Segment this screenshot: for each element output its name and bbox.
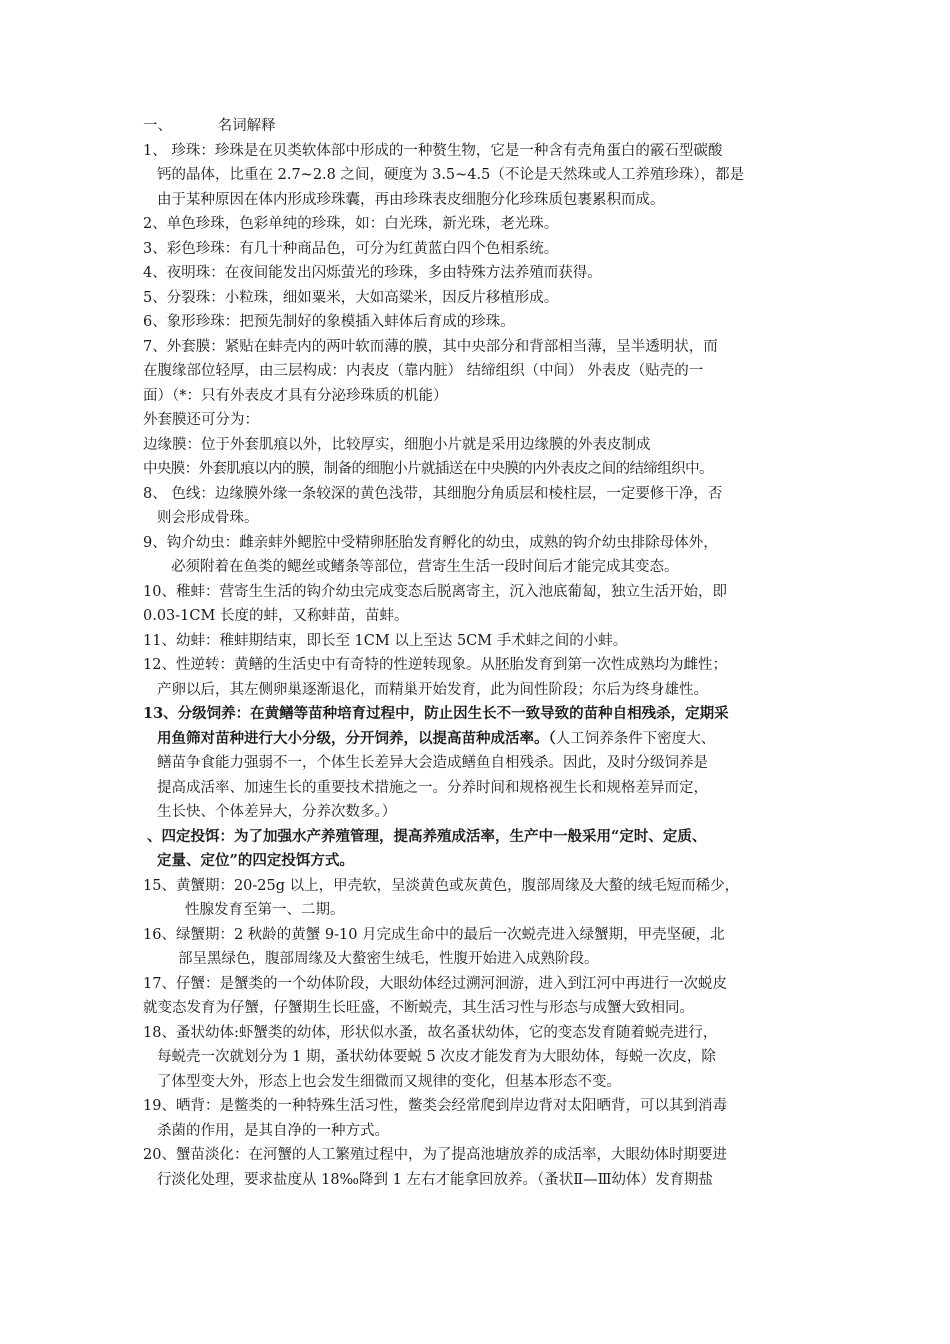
- text-line: 18、蚤状幼体:虾蟹类的幼体，形状似水蚤，故名蚤状幼体，它的变态发育随着蜕壳进行，: [143, 1024, 718, 1041]
- text-line: 每蜕壳一次就划分为 1 期，蚤状幼体要蜕 5 次皮才能发育为大眼幼体，每蜕一次皮，除: [157, 1049, 716, 1065]
- text-line: 2、单色珍珠，色彩单纯的珍珠，如：白光珠，新光珠，老光珠。: [143, 216, 559, 232]
- text-line: 钙的晶体，比重在 2.7~2.8 之间，硬度为 3.5~4.5（不论是天然珠或人工养殖珍珠），都是: [157, 167, 745, 183]
- text-line: 6、象形珍珠：把预先制好的象模插入蚌体后育成的珍珠。: [143, 314, 515, 330]
- text-line: 4、夜明珠：在夜间能发出闪烁萤光的珍珠，多由特殊方法养殖而获得。: [143, 265, 602, 281]
- text-line: 鳝苗争食能力强弱不一，个体生长差异大会造成鳝鱼自相残杀。因此，及时分级饲养是: [157, 755, 708, 771]
- text-line: 12、性逆转：黄鳝的生活史中有奇特的性逆转现象。从胚胎发育到第一次性成熟均为雌性；: [143, 657, 727, 673]
- text-line: 提高成活率、加速生长的重要技术措施之一。分养时间和规格视生长和规格差异而定，: [157, 779, 708, 796]
- text-line: 由于某种原因在体内形成珍珠囊，再由珍珠表皮细胞分化珍珠质包裹累积而成。: [157, 191, 665, 208]
- text-line: 面）（*：只有外表皮才具有分泌珍珠质的机能）: [143, 387, 448, 404]
- text-line: 13、分级饲养：在黄鳝等苗种培育过程中，防止因生长不一致导致的苗种自相残杀，定期采: [143, 705, 729, 722]
- document-content: [143, 114, 813, 1192]
- text-line: 5、分裂珠：小粒珠，细如粟米，大如高粱米，因反片移植形成。: [143, 289, 559, 306]
- text-line: 7、外套膜：紧贴在蚌壳内的两叶软而薄的膜，其中央部分和背部相当薄，呈半透明状，而: [143, 338, 718, 355]
- text-line: 外套膜还可分为：: [143, 412, 259, 428]
- text-line: 11、幼蚌：稚蚌期结束，即长至 1CM 以上至达 5CM 手术蚌之间的小蚌。: [143, 632, 628, 649]
- text-line: 生长快、个体差异大，分养次数多。）: [157, 804, 397, 820]
- section-heading: [143, 114, 813, 139]
- text-line: 了体型变大外，形态上也会发生细微而又规律的变化，但基本形态不变。: [157, 1073, 621, 1090]
- text-line: 16、绿蟹期：2 秋龄的黄蟹 9-10 月完成生命中的最后一次蜕壳进入绿蟹期，甲壳坚硬，北: [143, 926, 725, 943]
- text-line: 、四定投饵：为了加强水产养殖管理，提高养殖成活率，生产中一般采用“定时、定质、: [147, 827, 707, 845]
- text-line: 行淡化处理，要求盐度从 18‰降到 1 左右才能拿回放养。（蚤状Ⅱ—Ⅲ幼体）发育期盐: [157, 1171, 714, 1188]
- text-line: 1、 珍珠：珍珠是在贝类软体部中形成的一种赘生物，它是一种含有壳角蛋白的霰石型碳酸: [143, 142, 723, 159]
- text-line: 10、稚蚌：营寄生生活的钩介幼虫完成变态后脱离寄主，沉入池底葡匐，独立生活开始，即: [143, 583, 727, 600]
- text-line: 则会形成骨珠。: [157, 510, 259, 526]
- regular-text: 人工饲养条件下密度大、: [555, 730, 716, 747]
- text-line: 部呈黑绿色，腹部周缘及大螯密生绒毛，性腹开始进入成熟阶段。: [178, 951, 599, 967]
- text-line: 9、钩介幼虫：雌亲蚌外鳃腔中受精卵胚胎发育孵化的幼虫，成熟的钩介幼虫排除母体外，: [143, 534, 718, 551]
- text-line: 必须附着在鱼类的鳃丝或鳍条等部位，营寄生生活一段时间后才能完成其变态。: [171, 559, 679, 575]
- text-line: 在腹缘部位轻厚，由三层构成：内表皮（靠内脏） 结缔组织（中间） 外表皮（贴壳的一: [143, 363, 704, 379]
- text-line: 19、晒背：是鳖类的一种特殊生活习性，鳖类会经常爬到岸边背对太阳晒背，可以其到消毒: [143, 1098, 727, 1114]
- text-line: 杀菌的作用，是其自净的一种方式。: [157, 1122, 389, 1139]
- text-line: 8、 色线：边缘膜外缘一条较深的黄色浅带，其细胞分角质层和棱柱层，一定要修干净，否: [143, 485, 723, 502]
- text-line: 15、黄蟹期：20-25g 以上，甲壳软，呈淡黄色或灰黄色，腹部周缘及大螯的绒毛短而稀少，: [143, 877, 740, 894]
- text-line: 定量、定位”的四定投饵方式。: [157, 852, 354, 869]
- text-line: 0.03-1CM 长度的蚌，又称蚌苗，苗蚌。: [143, 608, 409, 624]
- section-title: 名词解释: [217, 118, 276, 134]
- text-line: 性腺发育至第一、二期。: [185, 902, 345, 918]
- section-number: 一、: [143, 118, 172, 134]
- text-line: 中央膜：外套肌痕以内的膜，制备的细胞小片就插送在中央膜的内外表皮之间的结缔组织中。: [143, 461, 713, 477]
- text-line: 就变态发育为仔蟹，仔蟹期生长旺盛，不断蜕壳，其生活习性与形态与成蟹大致相同。: [143, 1000, 694, 1016]
- bold-text: 用鱼筛对苗种进行大小分级，分开饲养，以提高苗种成活率。（: [157, 729, 556, 747]
- text-line: 20、蟹苗淡化：在河蟹的人工繁殖过程中，为了提高池塘放养的成活率，大眼幼体时期要进: [143, 1147, 727, 1163]
- text-line: 17、仔蟹：是蟹类的一个幼体阶段，大眼幼体经过溯河洄游，进入到江河中再进行一次蜕皮: [143, 975, 727, 992]
- text-line: 3、彩色珍珠：有几十种商品色，可分为红黄蓝白四个色相系统。: [143, 240, 559, 257]
- text-line: 产卵以后，其左侧卵巢逐渐退化，而精巢开始发育，此为间性阶段；尔后为终身雄性。: [157, 681, 708, 698]
- text-line: [143, 727, 813, 752]
- text-line: 边缘膜：位于外套肌痕以外，比较厚实，细胞小片就是采用边缘膜的外表皮制成: [143, 436, 651, 453]
